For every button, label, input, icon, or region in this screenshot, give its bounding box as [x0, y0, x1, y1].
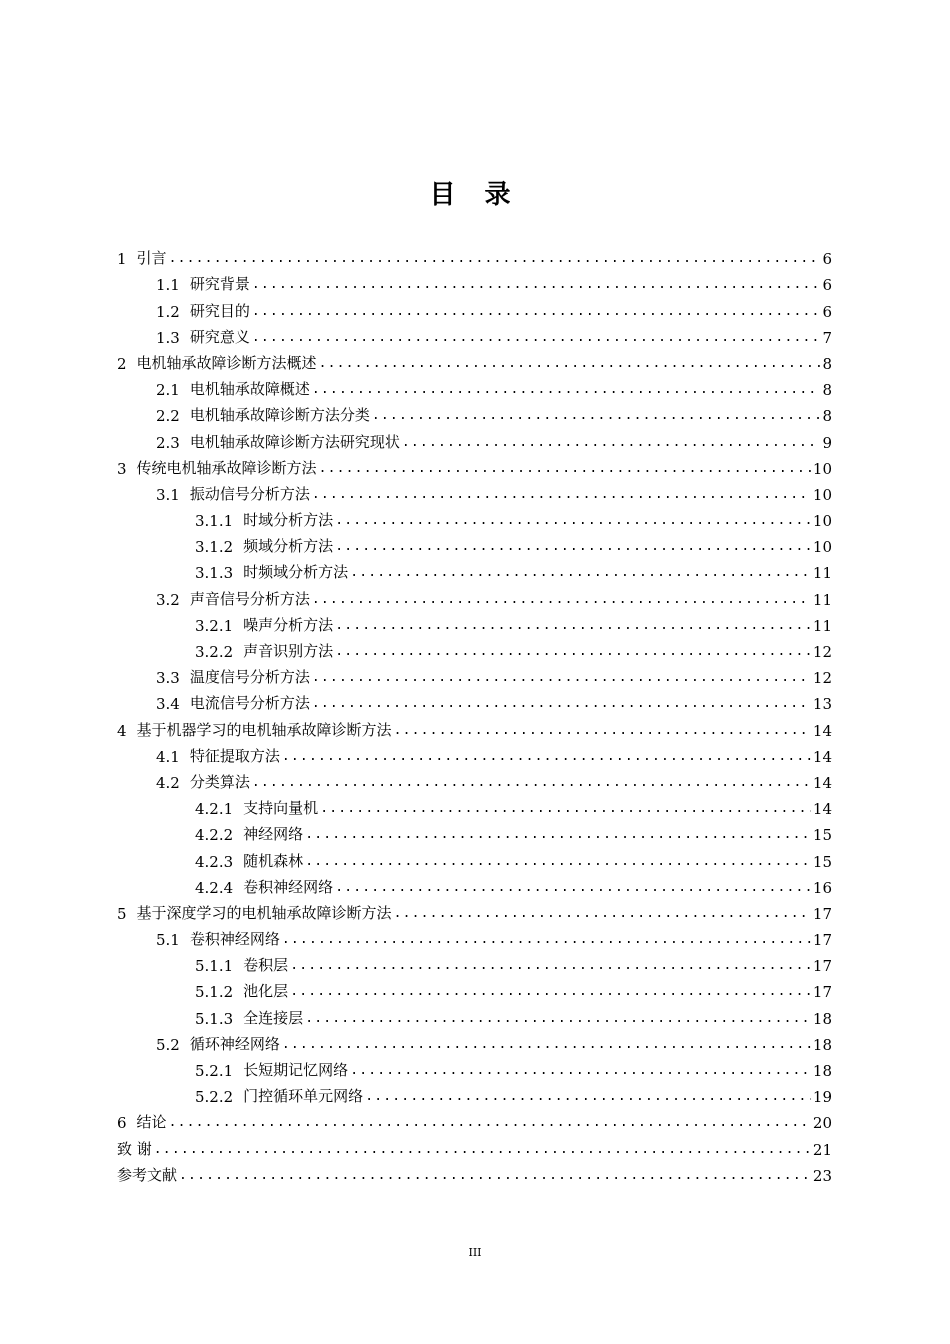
toc-entry-page: 14 — [812, 747, 832, 766]
dot-leader — [252, 330, 821, 345]
toc-title: 目 录 — [429, 180, 521, 210]
dot-leader — [320, 801, 811, 816]
toc-entry[interactable] — [117, 452, 832, 478]
toc-entry-page: 20 — [812, 1114, 832, 1133]
toc-entry-page: 17 — [812, 957, 832, 976]
toc-entry-title: 卷积神经网络 — [243, 877, 334, 896]
dot-leader — [169, 251, 821, 266]
dot-leader — [335, 880, 811, 895]
toc-entry[interactable] — [117, 582, 832, 608]
toc-entry-number: 5.1.3 — [195, 1009, 234, 1028]
toc-entry[interactable] — [117, 844, 832, 870]
toc-entry-title: 研究意义 — [189, 327, 250, 346]
toc-entry-title: 引言 — [136, 249, 167, 268]
dot-leader — [252, 277, 821, 292]
toc-entry[interactable] — [117, 399, 832, 425]
toc-entry-number: 2.1 — [156, 381, 180, 400]
toc-entry-page: 19 — [812, 1088, 832, 1107]
dot-leader — [305, 854, 811, 869]
toc-entry-number: 5.2.2 — [195, 1088, 234, 1107]
toc-entry-title: 频域分析方法 — [243, 537, 334, 556]
toc-entry-page: 6 — [822, 276, 832, 295]
toc-entry-page: 10 — [812, 538, 832, 557]
toc-entry-number: 5 — [117, 904, 127, 923]
toc-entry[interactable] — [117, 1159, 832, 1185]
toc-entry-number: 6 — [117, 1114, 127, 1133]
toc-entry-number: 4.2 — [156, 773, 180, 792]
toc-entry-number: 4.2.3 — [195, 852, 234, 871]
toc-entry[interactable] — [117, 268, 832, 294]
toc-entry[interactable] — [117, 1106, 832, 1132]
toc-entry-number: 3.1.2 — [195, 538, 234, 557]
toc-entry-number: 5.1.1 — [195, 957, 234, 976]
toc-entry-number: 5.1.2 — [195, 983, 234, 1002]
toc-entry[interactable] — [117, 740, 832, 766]
dot-leader — [290, 958, 811, 973]
toc-entry-number: 5.1 — [156, 931, 180, 950]
toc-entry-title: 分类算法 — [189, 772, 250, 791]
toc-entry[interactable] — [117, 1028, 832, 1054]
toc-entry-number: 3 — [117, 459, 127, 478]
toc-entry-number: 3.1 — [156, 485, 180, 504]
toc-entry[interactable] — [117, 1054, 832, 1080]
dot-leader — [365, 1089, 811, 1104]
toc-entry-number: 3.2.1 — [195, 616, 234, 635]
dot-leader — [169, 1115, 811, 1130]
toc-entry-page: 18 — [812, 1009, 832, 1028]
toc-entry[interactable] — [117, 923, 832, 949]
dot-leader — [312, 670, 811, 685]
toc-entry-title: 电机轴承故障诊断方法研究现状 — [189, 432, 400, 451]
toc-entry-title: 温度信号分析方法 — [189, 668, 310, 687]
toc-entry-page: 10 — [812, 459, 832, 478]
dot-leader — [350, 565, 811, 580]
dot-leader — [394, 906, 811, 921]
toc-entry-title: 结论 — [136, 1113, 167, 1132]
toc-entry[interactable] — [117, 949, 832, 975]
dot-leader — [282, 749, 811, 764]
dot-leader — [282, 932, 811, 947]
toc-entry[interactable] — [117, 504, 832, 530]
toc-entry-page: 11 — [812, 564, 832, 583]
toc-entry-page: 21 — [812, 1140, 832, 1159]
toc-entry[interactable] — [117, 713, 832, 739]
dot-leader — [252, 304, 821, 319]
dot-leader — [335, 644, 811, 659]
toc-entry-page: 16 — [812, 878, 832, 897]
toc-entry-number: 2.2 — [156, 407, 180, 426]
dot-leader — [282, 1037, 811, 1052]
toc-entry-page: 6 — [822, 302, 832, 321]
toc-entry-number: 3.2.2 — [195, 643, 234, 661]
dot-leader — [312, 382, 821, 397]
toc-entry-page: 18 — [812, 1035, 832, 1054]
toc-entry-page: 12 — [812, 643, 832, 661]
table-of-contents — [117, 242, 832, 1185]
toc-entry-number: 3.4 — [156, 695, 180, 714]
dot-leader — [319, 356, 821, 371]
toc-entry-number: 4.2.2 — [195, 826, 234, 845]
dot-leader — [179, 1168, 811, 1183]
page-number: III — [468, 1246, 482, 1259]
toc-entry-title: 池化层 — [243, 982, 289, 1001]
toc-entry-number: 4 — [117, 721, 127, 740]
toc-entry-title: 基于机器学习的电机轴承故障诊断方法 — [136, 720, 392, 739]
toc-entry-title: 噪声分析方法 — [243, 615, 334, 634]
toc-entry-title: 特征提取方法 — [189, 746, 280, 765]
toc-entry-page: 6 — [822, 250, 832, 269]
toc-entry[interactable] — [117, 609, 832, 635]
toc-entry-page: 18 — [812, 1062, 832, 1080]
toc-entry-title: 研究背景 — [189, 275, 250, 294]
toc-entry-page: 13 — [812, 695, 832, 714]
toc-entry-title: 卷积神经网络 — [189, 930, 280, 949]
toc-entry-title: 电机轴承故障诊断方法概述 — [136, 353, 317, 372]
toc-entry-title: 卷积层 — [243, 956, 289, 975]
toc-entry-number: 4.2.4 — [195, 878, 234, 897]
toc-entry-number: 5.2 — [156, 1035, 180, 1054]
dot-leader — [319, 461, 811, 476]
toc-entry-page: 14 — [812, 773, 832, 792]
toc-entry[interactable] — [117, 242, 832, 268]
toc-entry-page: 10 — [812, 512, 832, 531]
toc-entry[interactable] — [117, 766, 832, 792]
toc-entry-title: 传统电机轴承故障诊断方法 — [136, 458, 317, 477]
dot-leader — [335, 618, 811, 633]
toc-entry[interactable] — [117, 635, 832, 661]
toc-entry[interactable] — [117, 975, 832, 1001]
toc-entry-page: 11 — [812, 616, 832, 635]
dot-leader — [312, 696, 811, 711]
toc-entry-page: 8 — [822, 407, 832, 426]
toc-entry-title: 时域分析方法 — [243, 511, 334, 530]
toc-entry-number: 4.1 — [156, 747, 180, 766]
toc-entry-title: 时频域分析方法 — [243, 563, 349, 582]
dot-leader — [305, 827, 811, 842]
toc-entry[interactable] — [117, 425, 832, 451]
dot-leader — [305, 1011, 811, 1026]
toc-entry-page: 7 — [822, 328, 832, 347]
toc-entry[interactable] — [117, 1132, 832, 1158]
dot-leader — [154, 1142, 811, 1157]
toc-entry-page: 14 — [812, 800, 832, 819]
toc-entry-page: 17 — [812, 904, 832, 923]
toc-entry-title: 支持向量机 — [243, 799, 319, 818]
toc-entry-page: 10 — [812, 485, 832, 504]
toc-entry-title: 神经网络 — [243, 825, 304, 844]
toc-entry-number: 2 — [117, 354, 127, 373]
toc-entry-number: 1 — [117, 250, 127, 269]
toc-entry[interactable] — [117, 687, 832, 713]
dot-leader — [335, 513, 811, 528]
toc-entry[interactable] — [117, 294, 832, 320]
toc-entry-title: 电流信号分析方法 — [189, 694, 310, 713]
toc-entry-title: 研究目的 — [189, 301, 250, 320]
toc-entry-number: 3.1.1 — [195, 512, 234, 531]
dot-leader — [312, 592, 811, 607]
toc-entry-title: 长短期记忆网络 — [243, 1061, 349, 1079]
toc-entry[interactable] — [117, 871, 832, 897]
toc-entry-page: 8 — [822, 381, 832, 400]
dot-leader — [394, 723, 811, 738]
toc-entry[interactable] — [117, 661, 832, 687]
toc-entry-title: 声音识别方法 — [243, 642, 334, 660]
toc-entry[interactable] — [117, 818, 832, 844]
toc-entry-title: 声音信号分析方法 — [189, 589, 310, 608]
toc-entry-number: 3.1.3 — [195, 564, 234, 583]
toc-entry-number: 3.3 — [156, 669, 180, 688]
dot-leader — [252, 775, 811, 790]
toc-entry-page: 12 — [812, 669, 832, 688]
dot-leader — [350, 1063, 811, 1078]
dot-leader — [402, 435, 821, 450]
toc-entry-page: 17 — [812, 931, 832, 950]
toc-entry-number: 1.1 — [156, 276, 180, 295]
toc-entry-title: 参考文献 — [117, 1165, 178, 1184]
toc-entry[interactable] — [117, 556, 832, 582]
dot-leader — [372, 408, 821, 423]
toc-entry-page: 17 — [812, 983, 832, 1002]
dot-leader — [290, 984, 811, 999]
toc-entry-page: 14 — [812, 721, 832, 740]
toc-entry-title: 门控循环单元网络 — [243, 1087, 364, 1106]
toc-entry-title: 振动信号分析方法 — [189, 484, 310, 503]
toc-entry-title: 循环神经网络 — [189, 1034, 280, 1053]
toc-entry-number: 5.2.1 — [195, 1062, 234, 1080]
toc-entry-page: 15 — [812, 852, 832, 871]
toc-entry-title: 致 谢 — [117, 1139, 152, 1158]
toc-entry[interactable] — [117, 897, 832, 923]
toc-entry[interactable] — [117, 347, 832, 373]
toc-entry-page: 8 — [822, 354, 832, 373]
toc-entry-page: 9 — [822, 433, 832, 452]
toc-entry-page: 15 — [812, 826, 832, 845]
toc-entry-number: 1.3 — [156, 328, 180, 347]
toc-entry[interactable] — [117, 1080, 832, 1106]
toc-entry-title: 全连接层 — [243, 1008, 304, 1027]
toc-entry-page: 23 — [812, 1166, 832, 1185]
dot-leader — [312, 487, 811, 502]
toc-entry-title: 随机森林 — [243, 851, 304, 870]
toc-entry-title: 电机轴承故障诊断方法分类 — [189, 406, 370, 425]
toc-entry[interactable] — [117, 373, 832, 399]
toc-entry-title: 基于深度学习的电机轴承故障诊断方法 — [136, 903, 392, 922]
toc-entry-number: 2.3 — [156, 433, 180, 452]
toc-entry[interactable] — [117, 478, 832, 504]
toc-entry-number: 1.2 — [156, 302, 180, 321]
toc-entry[interactable] — [117, 1001, 832, 1027]
toc-entry[interactable] — [117, 321, 832, 347]
toc-entry-page: 11 — [812, 590, 832, 609]
toc-entry[interactable] — [117, 530, 832, 556]
toc-entry-title: 电机轴承故障概述 — [189, 380, 310, 399]
toc-entry[interactable] — [117, 792, 832, 818]
dot-leader — [335, 539, 811, 554]
toc-entry-number: 4.2.1 — [195, 800, 234, 819]
toc-entry-number: 3.2 — [156, 590, 180, 609]
